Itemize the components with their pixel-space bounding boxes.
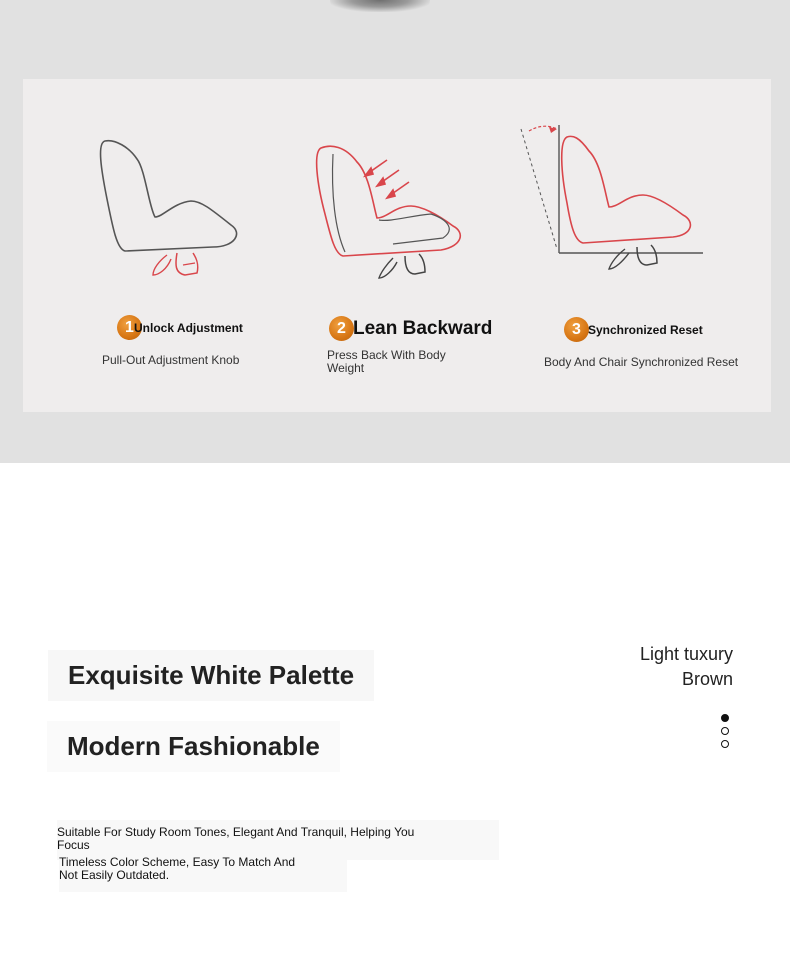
step-3 — [523, 79, 771, 412]
color-label-line2: Brown — [681, 669, 733, 689]
chair-sketch-2 — [313, 134, 473, 294]
feature-text-1: Suitable For Study Room Tones, Elegant And Tranquil, Helping You Focus — [57, 820, 499, 860]
step-1-title-row — [117, 315, 243, 340]
step-3-description: Body And Chair Synchronized Reset — [544, 355, 739, 369]
product-image-band — [0, 0, 790, 463]
color-label-line1: Light tuxury — [639, 644, 733, 664]
step-2-number-badge: 2 — [329, 316, 354, 341]
heading-modern-fashionable: Modern Fashionable — [47, 721, 340, 772]
step-2-title: Lean Backward — [353, 317, 493, 339]
feature-text-2: Timeless Color Scheme, Easy To Match And Not Easily Outdated. — [59, 856, 347, 892]
step-2-description: Press Back With Body Weight — [327, 348, 446, 375]
step-1 — [23, 79, 273, 412]
chair-sketch-1 — [93, 129, 253, 289]
step-3-title-row — [564, 317, 703, 342]
heading-exquisite-white: Exquisite White Palette — [48, 650, 374, 701]
step-3-number-badge: 3 — [564, 317, 589, 342]
adjustment-steps-panel — [23, 79, 771, 412]
color-dot-3[interactable] — [721, 740, 729, 748]
step-1-title: Unlock Adjustment — [134, 320, 243, 335]
color-pagination — [721, 714, 731, 753]
color-option-label — [640, 642, 733, 692]
chair-sketch-3 — [517, 123, 707, 293]
step-2 — [273, 79, 523, 412]
step-2-title-row — [329, 316, 492, 341]
color-dot-1[interactable] — [721, 714, 729, 722]
step-1-description: Pull-Out Adjustment Knob — [102, 353, 240, 367]
step-3-title: Synchronized Reset — [588, 322, 703, 337]
chair-base-shadow — [330, 0, 430, 12]
color-dot-2[interactable] — [721, 727, 729, 735]
step-1-number-badge: 1 — [117, 315, 142, 340]
